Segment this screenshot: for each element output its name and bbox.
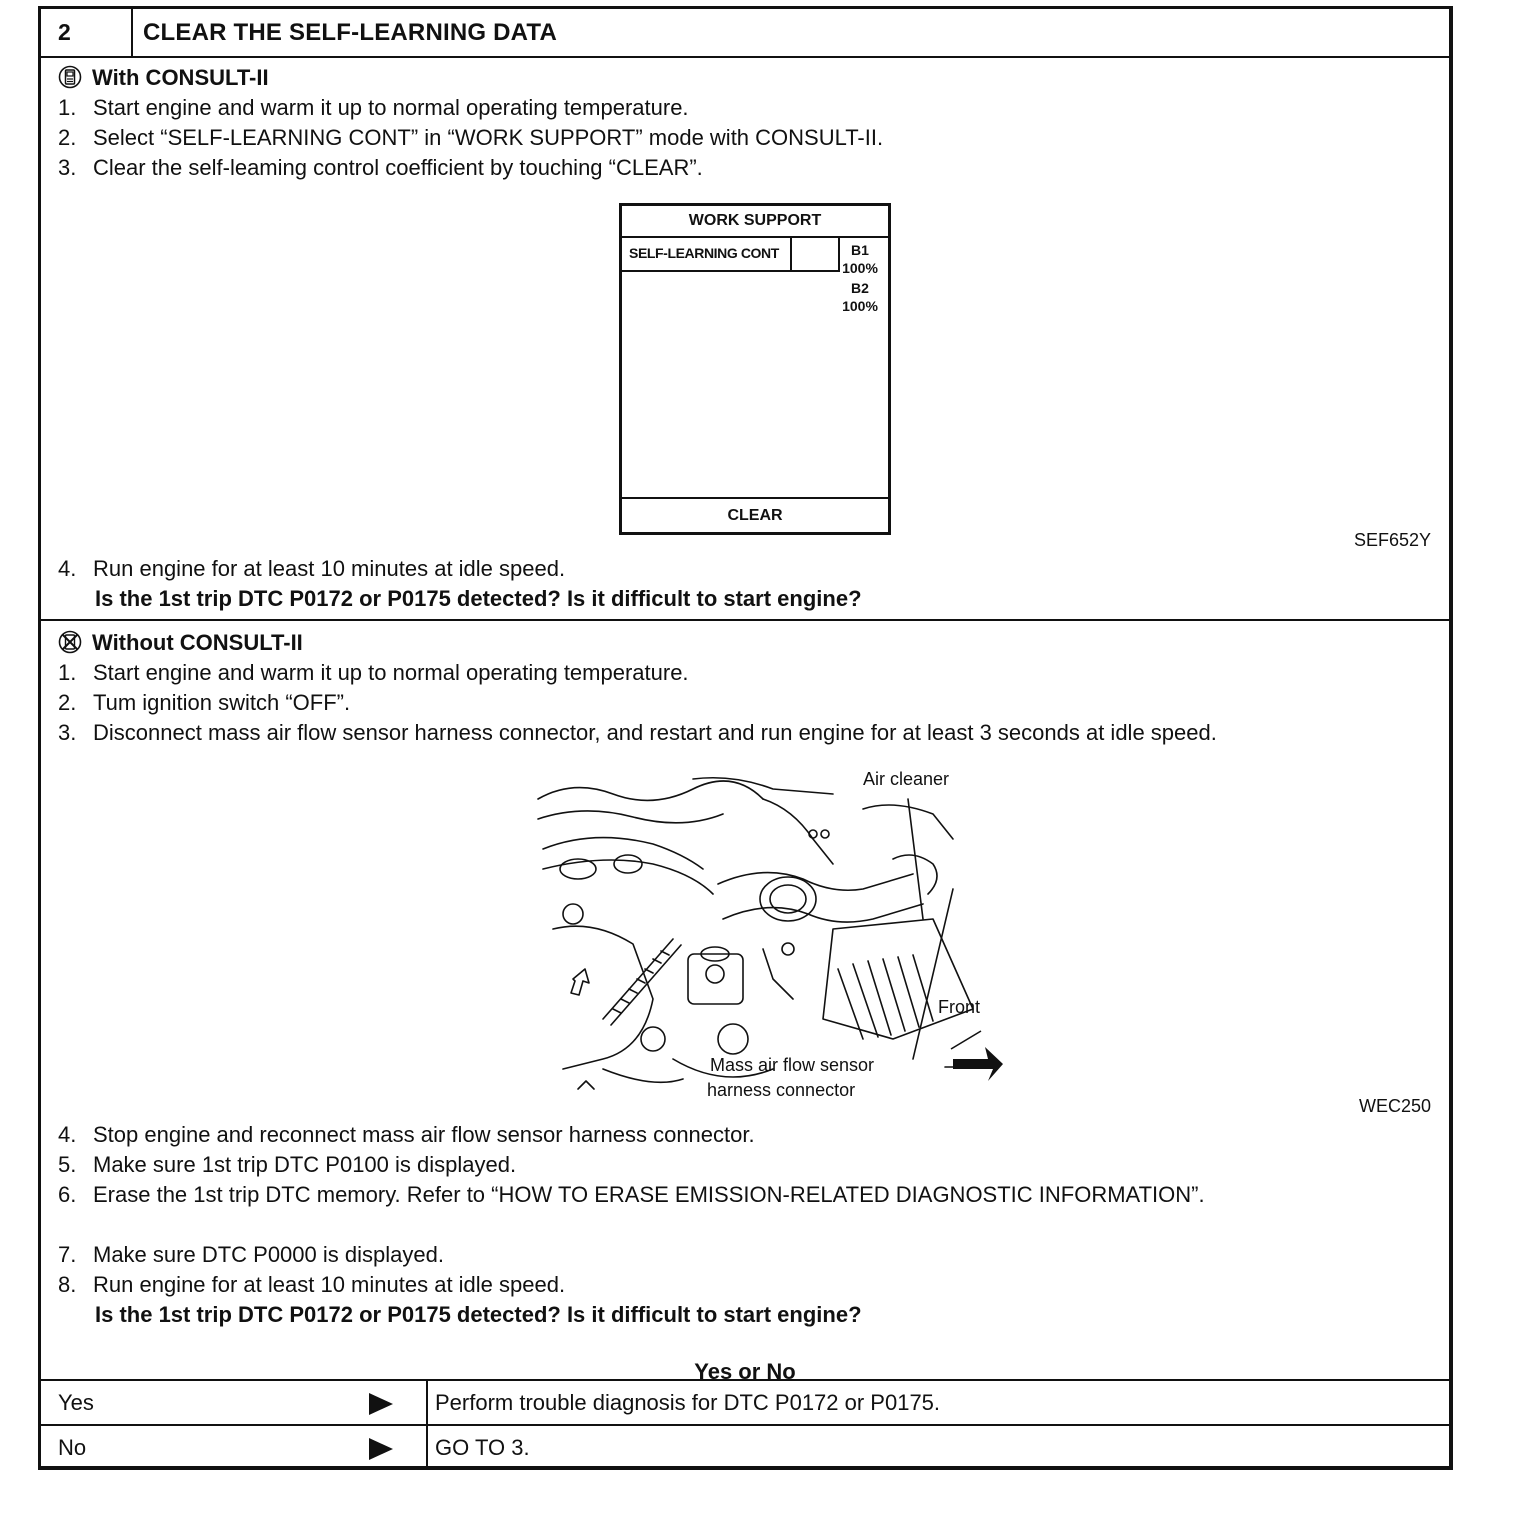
clear-button: CLEAR bbox=[622, 497, 888, 532]
yes-or-no-prompt: Yes or No bbox=[694, 1359, 796, 1384]
without-step-5: 5. Make sure 1st trip DTC P0100 is displayed. bbox=[58, 1152, 517, 1177]
answer-key-no: No bbox=[58, 1435, 87, 1460]
answer-key-yes: Yes bbox=[58, 1390, 94, 1415]
maf-label-line2: harness connector bbox=[707, 1080, 856, 1100]
without-consult-heading: Without CONSULT-II bbox=[58, 630, 303, 656]
air-cleaner-label: Air cleaner bbox=[863, 769, 950, 789]
step-title: CLEAR THE SELF-LEARNING DATA bbox=[143, 19, 558, 46]
with-step-4: 4. Run engine for at least 10 minutes at idle speed. bbox=[58, 556, 566, 581]
without-step-7: 7. Make sure DTC P0000 is displayed. bbox=[58, 1242, 444, 1267]
without-step-6: 6. Erase the 1st trip DTC memory. Refer to “HOW TO ERASE EMISSION-RELATED DIAGNOSTIC INFORMATION”. bbox=[58, 1182, 1205, 1207]
without-question: Is the 1st trip DTC P0172 or P0175 detected? Is it difficult to start engine? bbox=[95, 1302, 862, 1327]
section-divider bbox=[41, 619, 1449, 621]
consult-tool-icon bbox=[58, 65, 82, 89]
work-support-screen-figure bbox=[619, 203, 891, 535]
value-box bbox=[790, 238, 840, 270]
without-step-8: 8. Run engine for at least 10 minutes at idle speed. bbox=[58, 1272, 566, 1297]
arrow-right-icon bbox=[369, 1438, 393, 1460]
engine-figure-id: WEC250 bbox=[1359, 1096, 1432, 1116]
without-step-2: 2. Tum ignition switch “OFF”. bbox=[58, 690, 351, 715]
b2-label: B2 bbox=[851, 280, 869, 296]
arrow-right-icon bbox=[369, 1393, 393, 1415]
front-label: Front bbox=[938, 997, 981, 1017]
with-step-1: 1. Start engine and warm it up to normal operating temperature. bbox=[58, 95, 689, 120]
without-step-3: 3. Disconnect mass air flow sensor harness connector, and restart and run engine for at least 3 seconds at idle speed. bbox=[58, 720, 1217, 745]
no-consult-icon bbox=[58, 630, 82, 654]
b1-value: 100% bbox=[842, 260, 878, 276]
step-number-cell bbox=[41, 9, 133, 56]
screen-figure-id: SEF652Y bbox=[1354, 530, 1432, 550]
step-header bbox=[41, 9, 1449, 58]
maf-label-line1: Mass air flow sensor bbox=[710, 1055, 875, 1075]
answer-action-yes: Perform trouble diagnosis for DTC P0172 or P0175. bbox=[435, 1390, 941, 1415]
self-learning-label: SELF-LEARNING CONT bbox=[629, 245, 779, 261]
diagnostic-step-table bbox=[38, 6, 1453, 1470]
self-learning-row bbox=[622, 238, 840, 272]
without-step-4: 4. Stop engine and reconnect mass air flow sensor harness connector. bbox=[58, 1122, 755, 1147]
with-question: Is the 1st trip DTC P0172 or P0175 detected? Is it difficult to start engine? bbox=[95, 586, 862, 611]
answer-row-yes bbox=[41, 1381, 1449, 1424]
answer-row-no bbox=[41, 1426, 1449, 1469]
with-step-3: 3. Clear the self-leaming control coefficient by touching “CLEAR”. bbox=[58, 155, 703, 180]
step-number: 2 bbox=[58, 19, 71, 45]
b2-value: 100% bbox=[842, 298, 878, 314]
engine-bay-illustration bbox=[533, 769, 1003, 1099]
answer-action-no: GO TO 3. bbox=[435, 1435, 530, 1460]
b1-label: B1 bbox=[851, 242, 869, 258]
without-step-1: 1. Start engine and warm it up to normal operating temperature. bbox=[58, 660, 689, 685]
screen-title: WORK SUPPORT bbox=[622, 206, 888, 238]
with-step-2: 2. Select “SELF-LEARNING CONT” in “WORK SUPPORT” mode with CONSULT-II. bbox=[58, 125, 884, 150]
with-consult-heading: With CONSULT-II bbox=[58, 65, 269, 91]
